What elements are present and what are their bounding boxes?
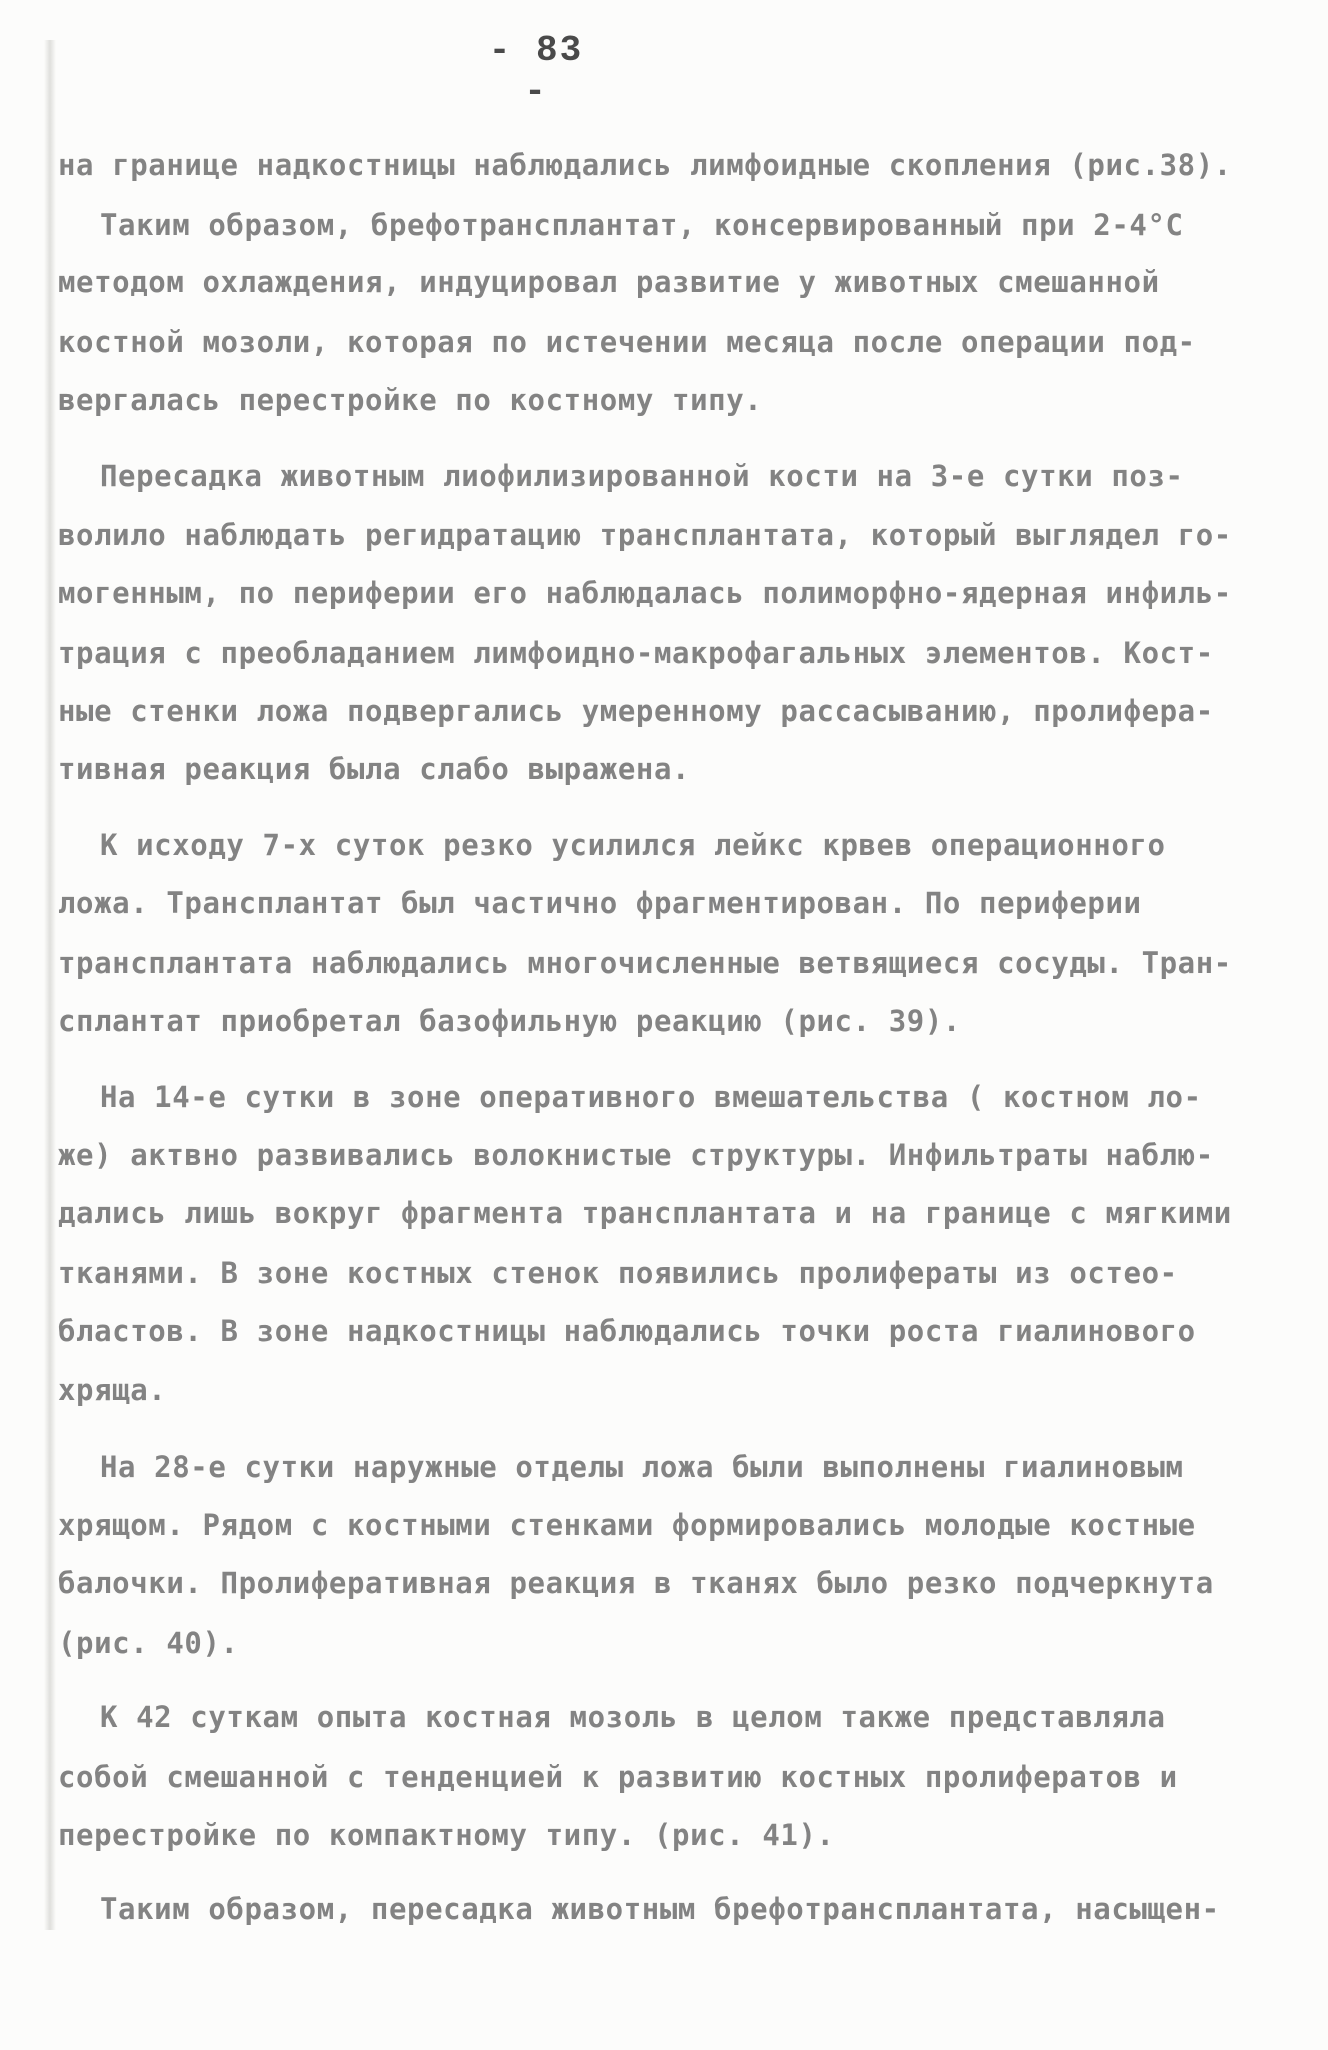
scan-edge-shadow	[44, 40, 56, 1930]
text-line-2: Таким образом, брефотрансплантат, консервированный при 2-4°С	[100, 208, 1184, 242]
text-line-5: вергалась перестройке по костному типу.	[58, 383, 763, 417]
text-line-28: перестройке по компактному типу. (рис. 41).	[58, 1818, 835, 1852]
text-line-20: бластов. В зоне надкостницы наблюдались точки роста гиалинового	[58, 1314, 1196, 1348]
text-line-15: сплантат приобретал базофильную реакцию (рис. 39).	[58, 1004, 961, 1038]
text-line-24: балочки. Пролиферативная реакция в тканях было резко подчеркнута	[58, 1566, 1214, 1600]
text-line-19: тканями. В зоне костных стенок появились пролифераты из остео-	[58, 1256, 1178, 1290]
text-line-29: Таким образом, пересадка животным брефотрансплантата, насыщен-	[100, 1892, 1220, 1926]
text-line-9: трация с преобладанием лимфоидно-макрофагальных элементов. Кост-	[58, 636, 1214, 670]
text-line-22: На 28-е сутки наружные отделы ложа были выполнены гиалиновым	[100, 1450, 1184, 1484]
text-line-21: хряща.	[58, 1373, 167, 1407]
text-line-16: На 14-е сутки в зоне оперативного вмешательства ( костном ло-	[100, 1080, 1202, 1114]
text-line-8: могенным, по периферии его наблюдалась полиморфно-ядерная инфиль-	[58, 576, 1232, 610]
text-line-27: собой смешанной с тенденцией к развитию костных пролифератов и	[58, 1760, 1178, 1794]
text-line-14: трансплантата наблюдались многочисленные ветвящиеся сосуды. Тран-	[58, 946, 1232, 980]
text-line-13: ложа. Трансплантат был частично фрагментирован. По периферии	[58, 886, 1142, 920]
text-line-1: на границе надкостницы наблюдались лимфоидные скопления (рис.38).	[58, 148, 1232, 182]
text-line-17: же) актвно развивались волокнистые структуры. Инфильтраты наблю-	[58, 1138, 1214, 1172]
page-number: - 83 -	[488, 30, 584, 112]
text-line-18: дались лишь вокруг фрагмента трансплантата и на границе с мягкими	[58, 1196, 1232, 1230]
text-line-3: методом охлаждения, индуцировал развитие у животных смешанной	[58, 265, 1160, 299]
text-line-10: ные стенки ложа подвергались умеренному рассасыванию, пролифера-	[58, 694, 1214, 728]
text-line-12: К исходу 7-х суток резко усилился лейкс крвев операционного	[100, 828, 1166, 862]
text-line-11: тивная реакция была слабо выражена.	[58, 752, 691, 786]
text-line-25: (рис. 40).	[58, 1626, 239, 1660]
text-line-6: Пересадка животным лиофилизированной кости на 3-е сутки поз-	[100, 459, 1184, 493]
text-line-4: костной мозоли, которая по истечении месяца после операции под-	[58, 325, 1196, 359]
text-line-26: К 42 суткам опыта костная мозоль в целом также представляла	[100, 1700, 1166, 1734]
text-line-7: волило наблюдать регидратацию трансплантата, который выглядел го-	[58, 518, 1232, 552]
text-line-23: хрящом. Рядом с костными стенками формировались молодые костные	[58, 1508, 1196, 1542]
